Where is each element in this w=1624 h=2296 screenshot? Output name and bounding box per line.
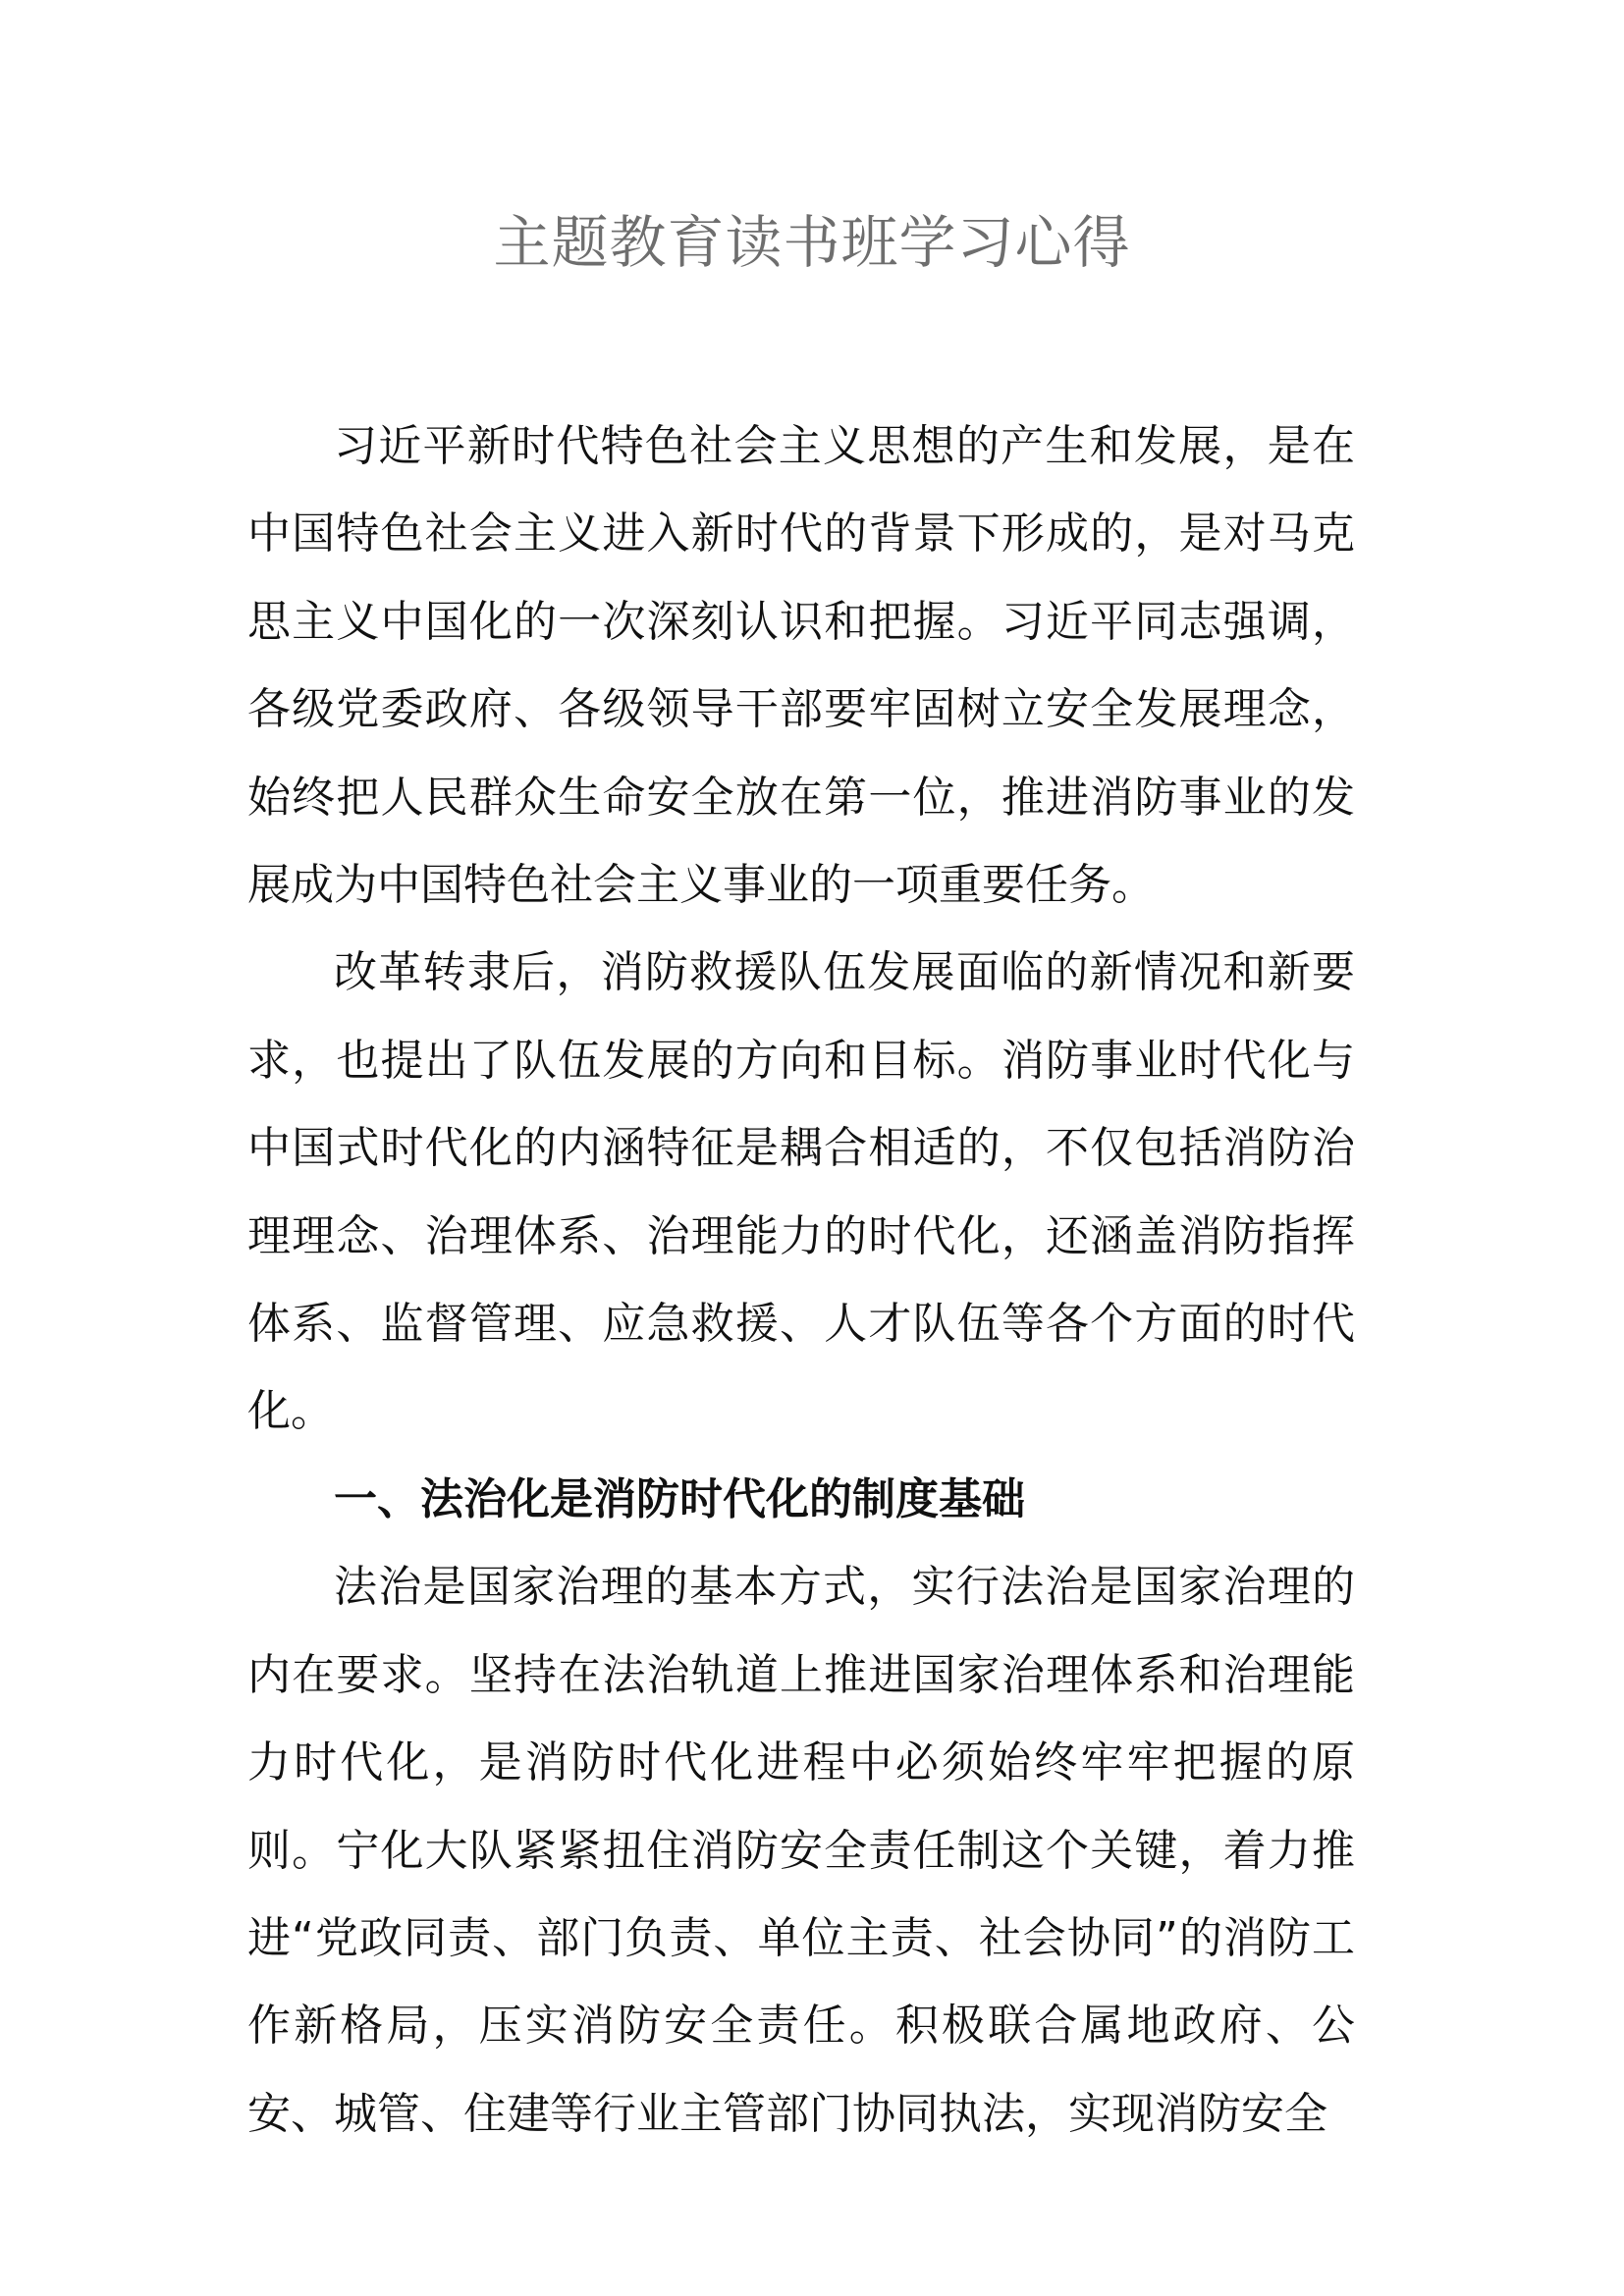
page-title: 主题教育读书班学习心得 <box>493 209 1131 276</box>
paragraph-intro: 习近平新时代特色社会主义思想的产生和发展，是在中国特色社会主义进入新时代的背景下形成的，是对马克思主义中国化的一次深刻认识和把握。习近平同志强调，各级党委政府、各级领导干部要牢固树立安全发展理念，始终把人民群众生命安全放在第一位，推进消防事业的发展成为中国特色社会主义事业的一项重要任务。 <box>247 421 1355 911</box>
document-body <box>247 402 1355 2158</box>
paragraph-reform: 改革转隶后，消防救援队伍发展面临的新情况和新要求，也提出了队伍发展的方向和目标。消防事业时代化与中国式时代化的内涵特征是耦合相适的，不仅包括消防治理理念、治理体系、治理能力的时代化，还涵盖消防指挥体系、监督管理、应急救援、人才队伍等各个方面的时代化。 <box>247 947 1355 1437</box>
section-heading-rule-of-law: 一、法治化是消防时代化的制度基础 <box>334 1473 1025 1524</box>
paragraph-rule-of-law: 法治是国家治理的基本方式，实行法治是国家治理的内在要求。坚持在法治轨道上推进国家治理体系和治理能力时代化，是消防时代化进程中必须始终牢牢把握的原则。宁化大队紧紧扭住消防安全责任制这个关键，着力推进“党政同责、部门负责、单位主责、社会协同”的消防工作新格局，压实消防安全责任。积极联合属地政府、公安、城管、住建等行业主管部门协同执法，实现消防安全 <box>247 1562 1355 2139</box>
